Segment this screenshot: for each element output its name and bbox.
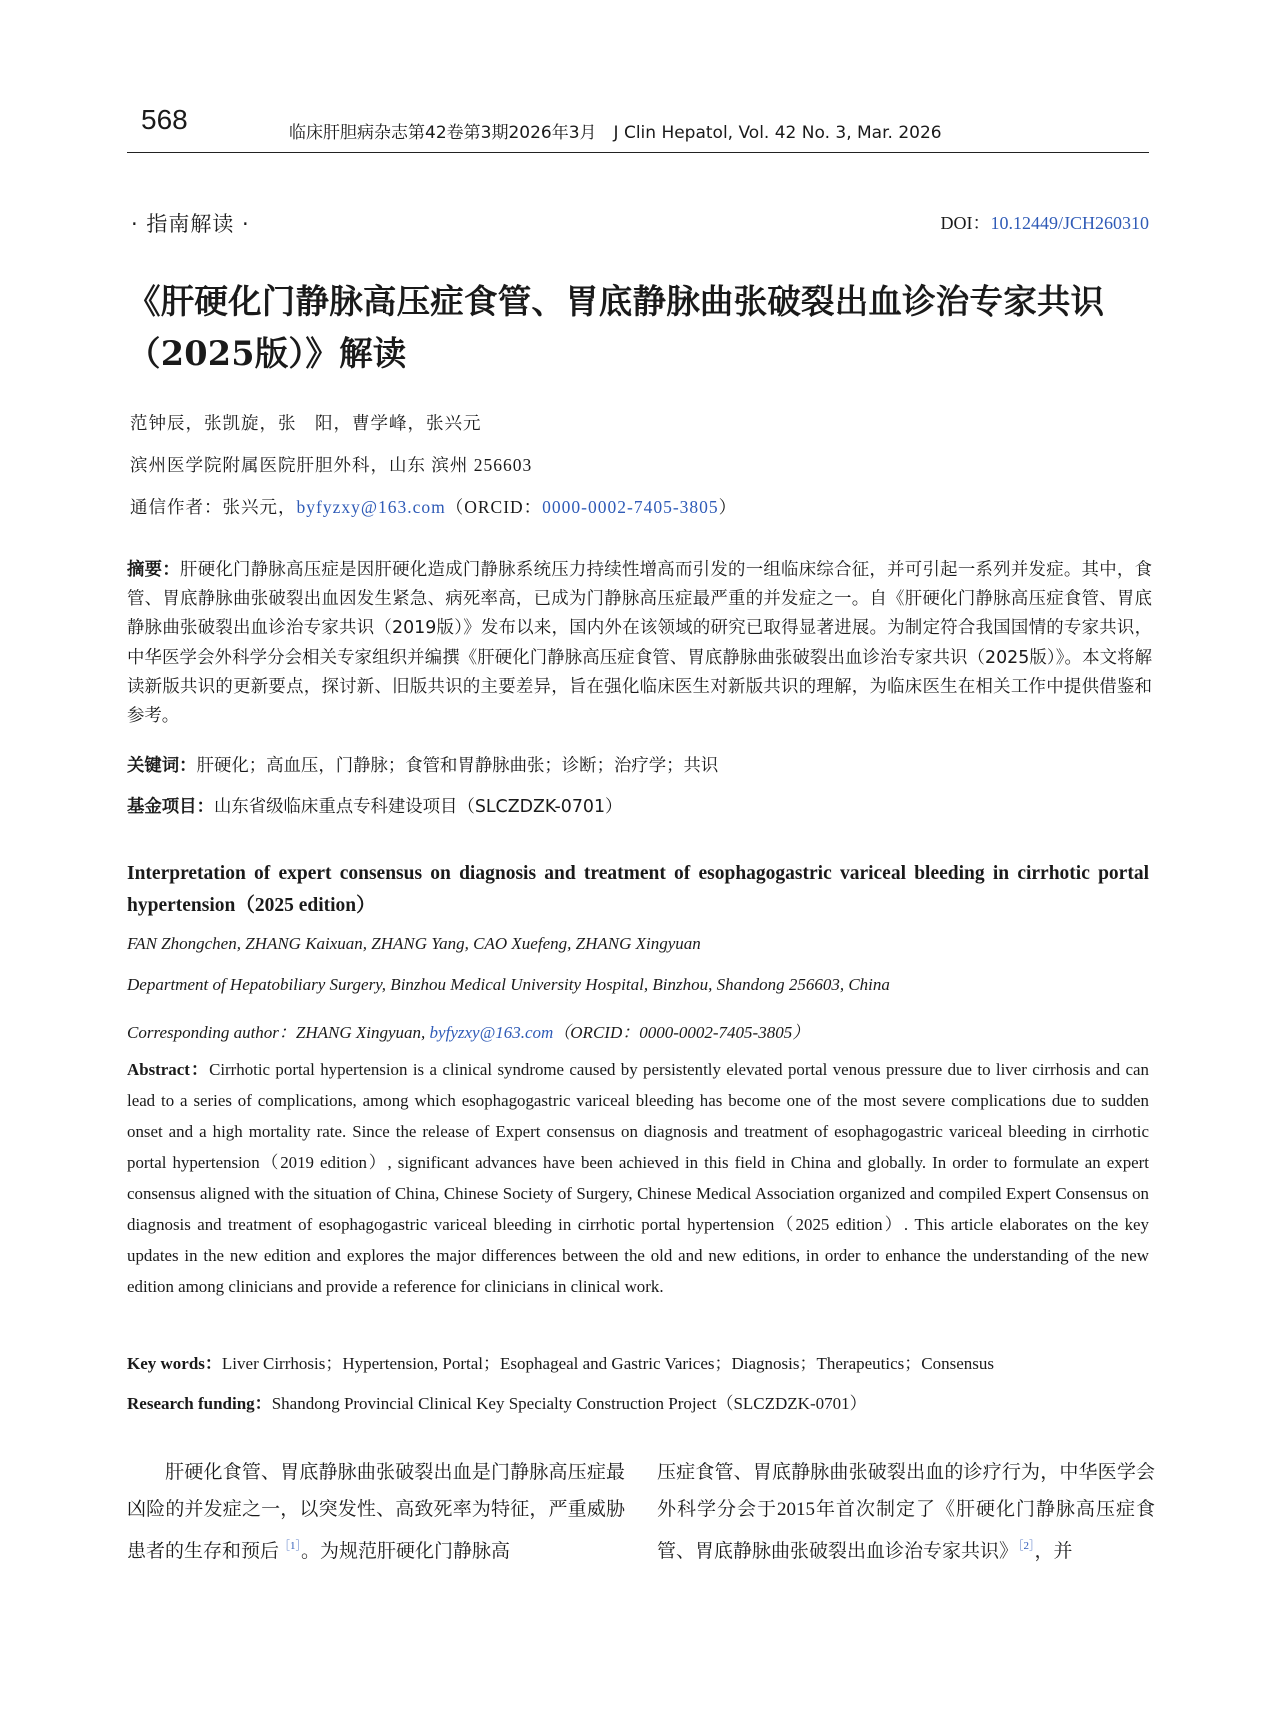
abstract-en-text: Cirrhotic portal hypertension is a clinical syndrome caused by persistently elevated portal venous pressure due to liver cirrhosis and can lead to a series of complications, among which esophagogastric variceal bleeding has become one of the most severe complications due to sudden onset and a high mortality rate. Since the release of Expert consensus on diagnosis and treatment of esophagogastric variceal bleeding in cirrhotic portal hypertension（2019 edition）, significant advances have been achieved in this field in China and globally. In order to formulate an expert consensus aligned with the situation of China, Chinese Society of Surgery, Chinese Medical Association organized and compiled Expert Consensus on diagnosis and treatment of esophagogastric variceal bleeding in cirrhotic portal hypertension（2025 edition）. This article elaborates on the key updates in the new edition and explores the major differences between the old and new editions, in order to enhance the understanding of the new edition among clinicians and provide a reference for clinicians in clinical work. bbox=[127, 1060, 1149, 1296]
column-label: · 指南解读 · bbox=[131, 212, 250, 236]
orcid-suffix: ） bbox=[718, 497, 738, 517]
keywords-en bbox=[127, 1349, 994, 1374]
email-link-en[interactable]: byfyzxy@163.com bbox=[429, 1023, 554, 1042]
authors-cn: 范钟辰，张凯旋，张 阳，曹学峰，张兴元 bbox=[130, 413, 482, 433]
email-link[interactable]: byfyzxy@163.com bbox=[296, 497, 446, 517]
corresponding-author-cn bbox=[130, 494, 737, 519]
article-title-cn bbox=[127, 276, 1152, 380]
funding-en-label: Research funding： bbox=[127, 1394, 272, 1413]
running-head: 临床肝胆病杂志第42卷第3期2026年3月 J Clin Hepatol, Vol. 42 No. 3, Mar. 2026 bbox=[289, 123, 942, 143]
page-number: 568 bbox=[141, 104, 188, 135]
body-column-right bbox=[657, 1455, 1155, 1571]
keywords-cn-label: 关键词： bbox=[127, 756, 197, 776]
affiliation-en: Department of Hepatobiliary Surgery, Binzhou Medical University Hospital, Binzhou, Shandong 256603, China bbox=[127, 975, 890, 994]
running-header bbox=[127, 104, 1149, 153]
body-right-text-2: ，并 bbox=[1034, 1541, 1073, 1562]
body-right-text-1: 压症食管、胃底静脉曲张破裂出血的诊疗行为，中华医学会外科学分会于2015年首次制定了《肝硬化门静脉高压症食管、胃底静脉曲张破裂出血诊治专家共识》 bbox=[657, 1462, 1155, 1562]
abstract-cn-label: 摘要： bbox=[127, 560, 181, 580]
title-line-1: 《肝硬化门静脉高压症食管、胃底静脉曲张破裂出血诊治专家共识 bbox=[127, 282, 1105, 321]
doi-link[interactable]: 10.12449/JCH260310 bbox=[990, 213, 1149, 233]
corresponding-author-en bbox=[127, 1018, 809, 1043]
funding-en-text: Shandong Provincial Clinical Key Specialty Construction Project（SLCZDZK-0701） bbox=[271, 1394, 867, 1413]
funding-cn-text: 山东省级临床重点专科建设项目（SLCZDZK-0701） bbox=[213, 797, 623, 817]
abstract-en bbox=[127, 1054, 1149, 1302]
orcid-link[interactable]: 0000-0002-7405-3805 bbox=[542, 497, 719, 517]
corresponding-en-prefix: Corresponding author：ZHANG Xingyuan, bbox=[127, 1023, 430, 1042]
funding-en bbox=[127, 1389, 867, 1414]
orcid-prefix: （ORCID： bbox=[445, 497, 543, 517]
body-column-left bbox=[127, 1455, 625, 1571]
corresponding-prefix: 通信作者：张兴元， bbox=[130, 497, 297, 517]
article-title-en: Interpretation of expert consensus on diagnosis and treatment of esophagogastric variceal bleeding in cirrhotic portal hypertension（2025 edition） bbox=[127, 863, 1149, 916]
funding-cn bbox=[127, 793, 1152, 822]
keywords-en-label: Key words： bbox=[127, 1354, 222, 1373]
reference-1[interactable]: ［1］ bbox=[279, 1540, 302, 1552]
title-line-2: （2025版）》解读 bbox=[127, 334, 407, 373]
reference-2[interactable]: ［2］ bbox=[1018, 1540, 1035, 1552]
keywords-cn bbox=[127, 752, 1152, 781]
doi-label: DOI： bbox=[940, 213, 991, 233]
funding-cn-label: 基金项目： bbox=[127, 797, 214, 817]
body-left-text-1: 肝硬化食管、胃底静脉曲张破裂出血是门静脉高压症最凶险的并发症之一，以突发性、高致死率为特征，严重威胁患者的生存和预后 bbox=[127, 1462, 625, 1562]
body-left-text-2: 。为规范肝硬化门静脉高 bbox=[301, 1541, 511, 1562]
abstract-cn bbox=[127, 556, 1152, 731]
keywords-en-text: Liver Cirrhosis；Hypertension, Portal；Esophageal and Gastric Varices；Diagnosis；Therapeutics；Consensus bbox=[221, 1354, 995, 1373]
abstract-en-label: Abstract： bbox=[127, 1060, 210, 1079]
affiliation-cn: 滨州医学院附属医院肝胆外科，山东 滨州 256603 bbox=[130, 455, 533, 475]
abstract-cn-text: 肝硬化门静脉高压症是因肝硬化造成门静脉系统压力持续性增高而引发的一组临床综合征，并可引起一系列并发症。其中，食管、胃底静脉曲张破裂出血因发生紧急、病死率高，已成为门静脉高压症最严重的并发症之一。自《肝硬化门静脉高压症食管、胃底静脉曲张破裂出血诊治专家共识（2019版）》发布以来，国内外在该领域的研究已取得显著进展。为制定符合我国国情的专家共识，中华医学会外科学分会相关专家组织并编撰《肝硬化门静脉高压症食管、胃底静脉曲张破裂出血诊治专家共识（2025版）》。本文将解读新版共识的更新要点，探讨新、旧版共识的主要差异，旨在强化临床医生对新版共识的理解，为临床医生在相关工作中提供借鉴和参考。 bbox=[127, 560, 1152, 727]
keywords-cn-text: 肝硬化；高血压，门静脉；食管和胃静脉曲张；诊断；治疗学；共识 bbox=[196, 756, 719, 776]
doi bbox=[940, 209, 1149, 235]
orcid-en: （ORCID：0000-0002-7405-3805） bbox=[553, 1023, 810, 1042]
authors-en: FAN Zhongchen, ZHANG Kaixuan, ZHANG Yang, CAO Xuefeng, ZHANG Xingyuan bbox=[127, 934, 701, 953]
